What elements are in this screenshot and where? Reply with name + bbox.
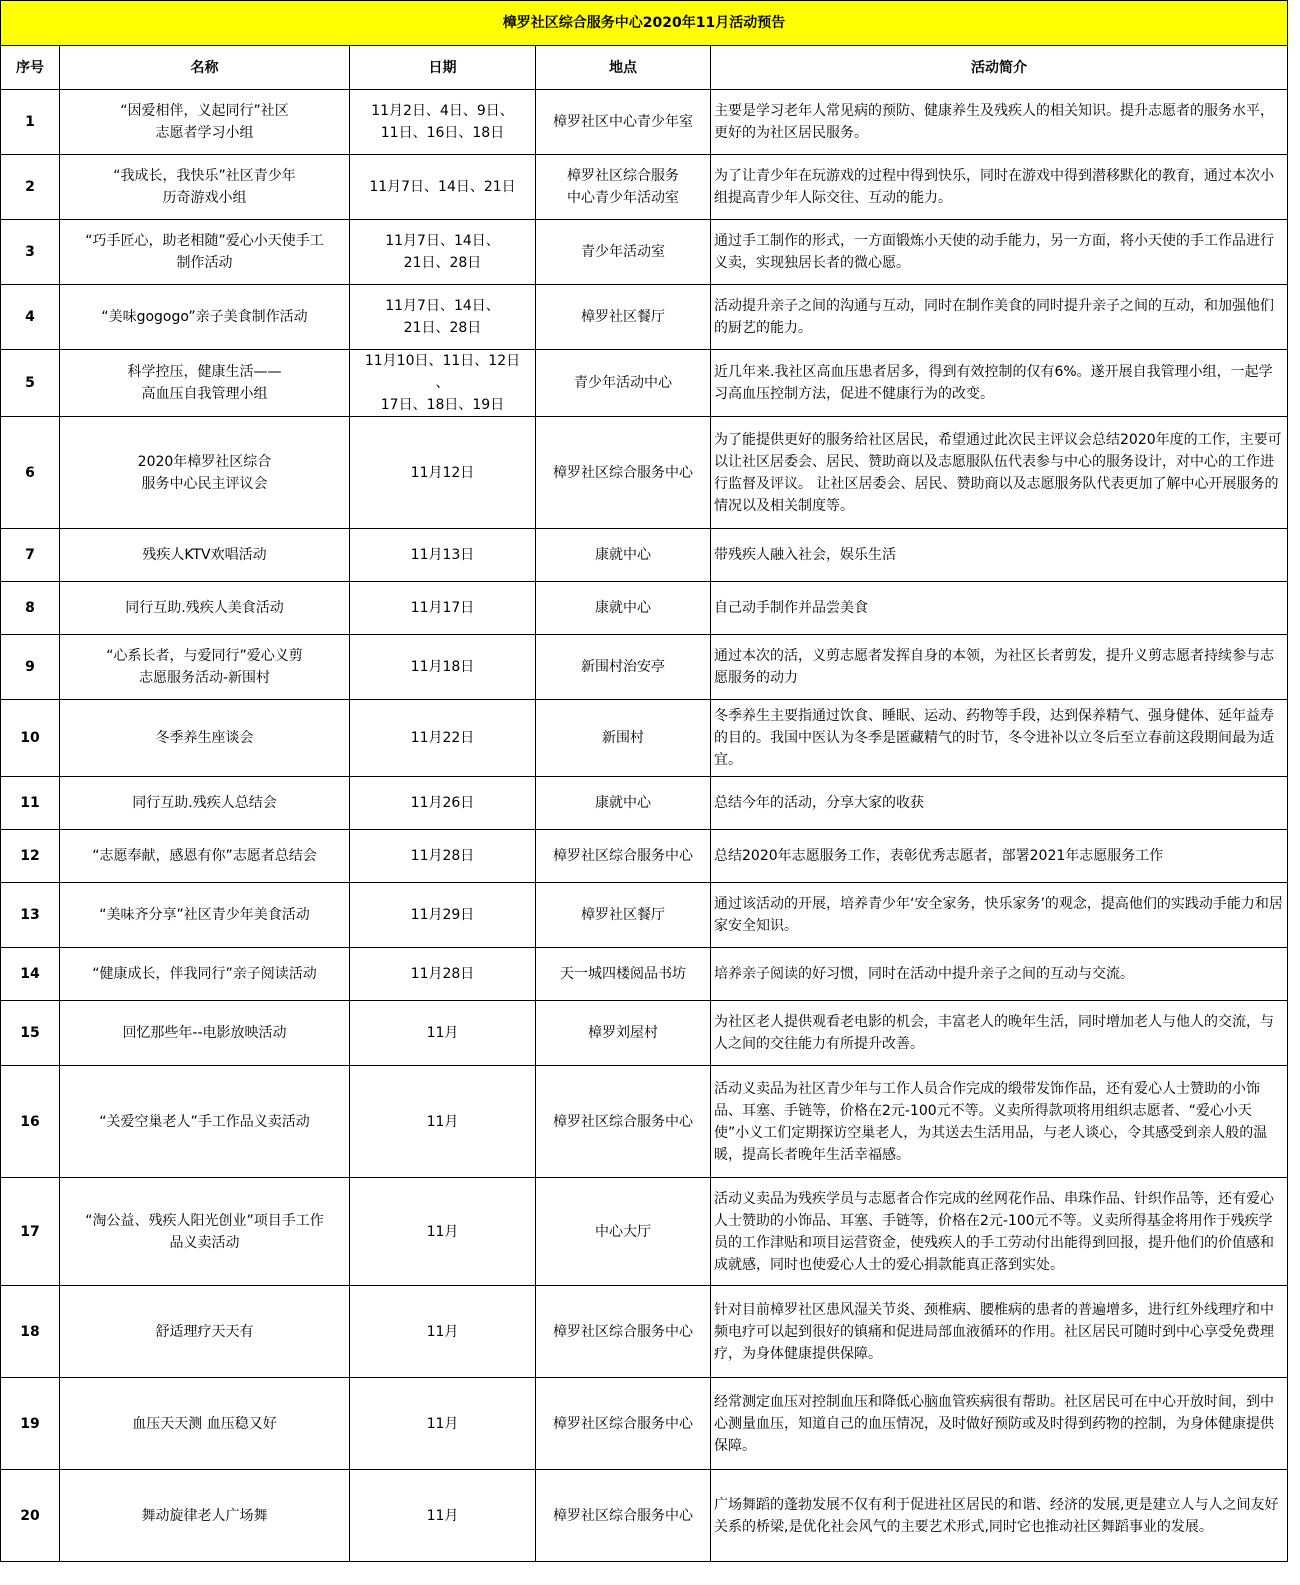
- activity-date: 11月17日: [410, 600, 475, 616]
- activity-name-cell: [60, 350, 350, 417]
- table-row: [1, 1178, 1288, 1286]
- activity-location-cell: [536, 155, 711, 220]
- activity-name: 科学控压，健康生活—— 高血压自我管理小组: [127, 364, 282, 402]
- table-row: [1, 777, 1288, 830]
- activity-name: “美味齐分享”社区青少年美食活动: [99, 907, 310, 923]
- activity-location-cell: [536, 1470, 711, 1562]
- header-row: [1, 46, 1288, 90]
- activity-description: 冬季养生主要指通过饮食、睡眠、运动、药物等手段，达到保养精气、强身健体、延年益寿的目的。我国中医认为冬季是匿藏精气的时节，冬令进补以立冬后至立春前这段期间最为适宜。: [714, 708, 1274, 768]
- activity-location: 樟罗社区综合服务中心: [553, 464, 693, 481]
- activity-date-cell: [350, 90, 536, 155]
- activity-name: 舒适理疗天天有: [155, 1323, 254, 1340]
- table-row: [1, 582, 1288, 635]
- row-number: 11: [20, 795, 40, 811]
- activity-description-cell: [711, 220, 1288, 285]
- table-row: [1, 1470, 1288, 1562]
- activity-location-cell: [536, 220, 711, 285]
- header-name: 名称: [60, 46, 350, 90]
- activity-name-cell: [60, 1378, 350, 1470]
- activity-location: 青少年活动室: [581, 244, 665, 260]
- activity-location-cell: [536, 948, 711, 1001]
- header-location: 地点: [536, 46, 711, 90]
- activity-location-cell: [536, 635, 711, 700]
- activity-location: 樟罗社区综合服务中心: [553, 1415, 693, 1432]
- activity-name-cell: [60, 220, 350, 285]
- row-number: 1: [25, 114, 35, 130]
- activity-description-cell: [711, 529, 1288, 582]
- activity-date: 11月7日、14日、21日: [369, 179, 516, 195]
- activity-name: “美味gogogo”亲子美食制作活动: [101, 309, 308, 325]
- activity-description: 近几年来.我社区高血压患者居多，得到有效控制的仅有6%。遂开展自我管理小组，一起学习高血压控制方法，促进不健康行为的改变。: [714, 364, 1273, 402]
- activity-name: “关爱空巢老人”手工作品义卖活动: [99, 1113, 310, 1130]
- activity-date: 11月18日: [410, 659, 475, 675]
- activity-date-cell: [350, 1178, 536, 1286]
- activity-date-cell: [350, 582, 536, 635]
- activity-name: 同行互助.残疾人总结会: [132, 795, 277, 811]
- activity-name: 舞动旋律老人广场舞: [141, 1507, 268, 1524]
- activity-description-cell: [711, 285, 1288, 350]
- activity-name-cell: [60, 285, 350, 350]
- activity-date-cell: [350, 1470, 536, 1562]
- activity-date: 11月13日: [410, 547, 475, 563]
- activity-date: 11月2日、4日、9日、 11日、16日、18日: [371, 103, 514, 141]
- row-number: 10: [20, 730, 40, 746]
- activity-name-cell: [60, 635, 350, 700]
- row-number: 6: [25, 464, 35, 481]
- activity-name: 残疾人KTV欢唱活动: [142, 547, 267, 563]
- activity-location-cell: [536, 1066, 711, 1178]
- activity-name: 血压天天测 血压稳又好: [132, 1415, 277, 1432]
- activity-name: 冬季养生座谈会: [155, 730, 254, 746]
- row-number-cell: [1, 700, 60, 777]
- table-row: [1, 350, 1288, 417]
- activity-name-cell: [60, 700, 350, 777]
- row-number-cell: [1, 777, 60, 830]
- row-number-cell: [1, 1001, 60, 1066]
- activity-location: 樟罗社区综合服务中心: [553, 1113, 693, 1130]
- activity-name-cell: [60, 830, 350, 883]
- activity-description-cell: [711, 830, 1288, 883]
- table-row: [1, 1286, 1288, 1378]
- table-row: [1, 90, 1288, 155]
- activity-description-cell: [711, 1066, 1288, 1178]
- activity-date-cell: [350, 635, 536, 700]
- activity-date: 11月7日、14日、 21日、28日: [385, 298, 500, 336]
- row-number-cell: [1, 1178, 60, 1286]
- activity-description-cell: [711, 777, 1288, 830]
- activity-name-cell: [60, 417, 350, 529]
- row-number-cell: [1, 90, 60, 155]
- activity-location-cell: [536, 883, 711, 948]
- activity-description-cell: [711, 155, 1288, 220]
- row-number-cell: [1, 582, 60, 635]
- header-date: 日期: [350, 46, 536, 90]
- activity-name: 同行互助.残疾人美食活动: [125, 600, 284, 616]
- activity-date: 11月: [426, 1507, 459, 1524]
- activity-location-cell: [536, 285, 711, 350]
- activity-description: 活动义卖品为社区青少年与工作人员合作完成的缎带发饰作品，还有爱心人士赞助的小饰品、耳塞、手链等，价格在2元-100元不等。义卖所得款项将用组织志愿者、“爱心小天使”小义工们定期探访空巢老人，为其送去生活用品，与老人谈心，令其感受到亲人般的温暖，提高长者晚年生活幸福感。: [714, 1080, 1268, 1163]
- activity-description-cell: [711, 948, 1288, 1001]
- activity-name-cell: [60, 883, 350, 948]
- row-number-cell: [1, 529, 60, 582]
- row-number: 16: [20, 1113, 40, 1130]
- activity-location: 樟罗刘屋村: [588, 1025, 658, 1041]
- activity-location: 天一城四楼阅品书坊: [560, 966, 686, 982]
- activity-description: 活动义卖品为残疾学员与志愿者合作完成的丝网花作品、串珠作品、针织作品等，还有爱心人士赞助的小饰品、耳塞、手链等，价格在2元-100元不等。义卖所得基金将用作于残疾学员的工作津贴和项目运营资金，使残疾人的手工劳动付出能得到回报，提升他们的价值感和成就感，同时也使爱心人士的爱心捐款能真正落到实处。: [714, 1190, 1274, 1273]
- activity-location: 樟罗社区中心青少年室: [553, 114, 693, 130]
- header-desc: 活动简介: [711, 46, 1288, 90]
- activity-date-cell: [350, 529, 536, 582]
- activity-name: “巧手匠心，助老相随”爱心小天使手工 制作活动: [85, 233, 324, 271]
- table-row: [1, 1001, 1288, 1066]
- table-row: [1, 417, 1288, 529]
- activity-location-cell: [536, 1286, 711, 1378]
- activity-description: 通过手工制作的形式，一方面锻炼小天使的动手能力，另一方面，将小天使的手工作品进行义卖，实现独居长者的微心愿。: [714, 233, 1274, 271]
- table-row: [1, 948, 1288, 1001]
- row-number-cell: [1, 1066, 60, 1178]
- table-row: [1, 700, 1288, 777]
- activity-description-cell: [711, 635, 1288, 700]
- activity-location: 新围村治安亭: [581, 659, 665, 675]
- activity-description: 针对目前樟罗社区患风湿关节炎、颈椎病、腰椎病的患者的普遍增多，进行红外线理疗和中频电疗可以起到很好的镇痛和促进局部血液循环的作用。社区居民可随时到中心享受免费理疗，为身体健康提供保障。: [714, 1301, 1274, 1362]
- activity-location: 中心大厅: [595, 1223, 651, 1240]
- activity-location: 樟罗社区综合服务中心: [553, 1323, 693, 1340]
- activity-description-cell: [711, 1286, 1288, 1378]
- activity-description: 为社区老人提供观看老电影的机会，丰富老人的晚年生活，同时增加老人与他人的交流，与人之间的交往能力有所提升改善。: [714, 1014, 1274, 1052]
- table-row: [1, 830, 1288, 883]
- activity-description: 为了能提供更好的服务给社区居民，希望通过此次民主评议会总结2020年度的工作，主要可以让社区居委会、居民、赞助商以及志愿服队伍代表参与中心的服务设计，对中心的工作进行监督及评议。 让社区居委会、居民、赞助商以及志愿服务队代表更加了解中心开展服务的情况以及相关制度等。: [714, 431, 1282, 514]
- activity-date-cell: [350, 700, 536, 777]
- row-number-cell: [1, 285, 60, 350]
- row-number: 19: [20, 1415, 40, 1432]
- activity-name-cell: [60, 948, 350, 1001]
- activity-date-cell: [350, 220, 536, 285]
- activity-description-cell: [711, 1001, 1288, 1066]
- row-number-cell: [1, 1286, 60, 1378]
- activity-description: 总结今年的活动，分享大家的收获: [714, 795, 924, 811]
- row-number: 14: [20, 966, 40, 982]
- activity-description: 活动提升亲子之间的沟通与互动，同时在制作美食的同时提升亲子之间的互动，和加强他们的厨艺的能力。: [714, 298, 1274, 336]
- activity-date: 11月: [426, 1323, 459, 1340]
- activity-date: 11月28日: [410, 848, 475, 864]
- activity-location-cell: [536, 1378, 711, 1470]
- activity-location: 康就中心: [595, 547, 651, 563]
- activity-date: 11月28日: [410, 966, 475, 982]
- activity-date: 11月26日: [410, 795, 475, 811]
- activity-description-cell: [711, 350, 1288, 417]
- activity-name-cell: [60, 1001, 350, 1066]
- row-number-cell: [1, 830, 60, 883]
- activity-date: 11月: [426, 1415, 459, 1432]
- activity-description: 广场舞蹈的蓬勃发展不仅有利于促进社区居民的和谐、经济的发展,更是建立人与人之间友好关系的桥梁,是优化社会风气的主要艺术形式,同时它也推动社区舞蹈事业的发展。: [714, 1496, 1279, 1535]
- activity-date: 11月12日: [410, 464, 475, 481]
- activity-date-cell: [350, 155, 536, 220]
- activity-location: 樟罗社区餐厅: [581, 907, 665, 923]
- activity-date: 11月7日、14日、 21日、28日: [385, 233, 500, 271]
- row-number-cell: [1, 155, 60, 220]
- activity-name-cell: [60, 529, 350, 582]
- row-number-cell: [1, 948, 60, 1001]
- activity-date: 11月: [426, 1025, 459, 1041]
- activity-location: 樟罗社区综合服务中心: [553, 1507, 693, 1524]
- row-number-cell: [1, 350, 60, 417]
- activity-date: 11月10日、11日、12日 、 17日、18日、19日: [364, 353, 521, 413]
- activity-date-cell: [350, 417, 536, 529]
- activity-date-cell: [350, 777, 536, 830]
- activity-name-cell: [60, 90, 350, 155]
- activity-date-cell: [350, 1001, 536, 1066]
- activity-name: “因爱相伴，义起同行”社区 志愿者学习小组: [120, 103, 289, 141]
- activity-description: 主要是学习老年人常见病的预防、健康养生及残疾人的相关知识。提升志愿者的服务水平，更好的为社区居民服务。: [714, 103, 1274, 141]
- activity-date-cell: [350, 1286, 536, 1378]
- activity-name-cell: [60, 582, 350, 635]
- activity-description-cell: [711, 883, 1288, 948]
- row-number-cell: [1, 1378, 60, 1470]
- activity-location: 新围村: [602, 730, 644, 746]
- activity-location-cell: [536, 777, 711, 830]
- activity-date: 11月: [426, 1223, 459, 1240]
- row-number: 5: [25, 375, 35, 391]
- table-row: [1, 1378, 1288, 1470]
- activity-name-cell: [60, 777, 350, 830]
- row-number: 7: [25, 547, 35, 563]
- table-row: [1, 1066, 1288, 1178]
- sheet-title: 樟罗社区综合服务中心2020年11月活动预告: [1, 1, 1288, 46]
- activity-name: “我成长，我快乐”社区青少年 历奇游戏小组: [113, 168, 296, 206]
- activity-location: 樟罗社区综合服务 中心青少年活动室: [567, 168, 679, 206]
- activity-description: 培养亲子阅读的好习惯，同时在活动中提升亲子之间的互动与交流。: [714, 966, 1134, 982]
- activity-location: 青少年活动中心: [574, 375, 672, 391]
- activity-name: 回忆那些年--电影放映活动: [122, 1025, 287, 1041]
- activity-location-cell: [536, 582, 711, 635]
- activity-location: 樟罗社区综合服务中心: [553, 848, 693, 864]
- row-number-cell: [1, 1470, 60, 1562]
- activity-description: 为了让青少年在玩游戏的过程中得到快乐，同时在游戏中得到潜移默化的教育，通过本次小组提高青少年人际交往、互动的能力。: [714, 168, 1274, 206]
- activity-description: 经常测定血压对控制血压和降低心脑血管疾病很有帮助。社区居民可在中心开放时间，到中心测量血压，知道自己的血压情况，及时做好预防或及时得到药物的控制，为身体健康提供保障。: [714, 1393, 1274, 1454]
- activity-date: 11月: [426, 1113, 459, 1130]
- row-number: 18: [20, 1323, 40, 1340]
- activity-description-cell: [711, 1378, 1288, 1470]
- table-row: [1, 155, 1288, 220]
- row-number: 2: [25, 179, 35, 195]
- activity-location-cell: [536, 700, 711, 777]
- activity-name-cell: [60, 1286, 350, 1378]
- activity-name: “心系长者，与爱同行”爱心义剪 志愿服务活动-新围村: [106, 648, 303, 686]
- activity-description-cell: [711, 417, 1288, 529]
- row-number: 4: [25, 309, 35, 325]
- activity-description: 总结2020年志愿服务工作，表彰优秀志愿者，部署2021年志愿服务工作: [714, 848, 1164, 864]
- header-no: 序号: [1, 46, 60, 90]
- table-row: [1, 285, 1288, 350]
- activity-description: 自己动手制作并品尝美食: [714, 600, 868, 616]
- activity-name-cell: [60, 1470, 350, 1562]
- activity-location: 康就中心: [595, 795, 651, 811]
- activity-date-cell: [350, 350, 536, 417]
- row-number: 12: [20, 848, 40, 864]
- row-number: 15: [20, 1025, 40, 1041]
- activity-description-cell: [711, 90, 1288, 155]
- activity-date-cell: [350, 285, 536, 350]
- activity-location-cell: [536, 529, 711, 582]
- activity-date-cell: [350, 883, 536, 948]
- row-number: 20: [20, 1507, 40, 1524]
- row-number-cell: [1, 883, 60, 948]
- activity-date: 11月22日: [410, 730, 475, 746]
- row-number: 8: [25, 600, 35, 616]
- activity-location-cell: [536, 90, 711, 155]
- activity-location-cell: [536, 830, 711, 883]
- activity-description-cell: [711, 700, 1288, 777]
- activity-description-cell: [711, 1178, 1288, 1286]
- activity-date: 11月29日: [410, 907, 475, 923]
- activity-description-cell: [711, 1470, 1288, 1562]
- activity-description: 通过该活动的开展，培养青少年‘安全家务，快乐家务’的观念，提高他们的实践动手能力和居家安全知识。: [714, 896, 1283, 934]
- activity-location-cell: [536, 417, 711, 529]
- row-number: 9: [25, 659, 35, 675]
- table-row: [1, 883, 1288, 948]
- activity-name-cell: [60, 1066, 350, 1178]
- activity-name: “志愿奉献，感恩有你”志愿者总结会: [92, 848, 317, 864]
- activity-location-cell: [536, 1001, 711, 1066]
- activity-location: 樟罗社区餐厅: [581, 309, 665, 325]
- row-number-cell: [1, 635, 60, 700]
- table-row: [1, 635, 1288, 700]
- activity-date-cell: [350, 948, 536, 1001]
- activity-description: 通过本次的活，义剪志愿者发挥自身的本领，为社区长者剪发，提升义剪志愿者持续参与志愿服务的动力: [714, 648, 1274, 686]
- activity-location: 康就中心: [595, 600, 651, 616]
- activity-location-cell: [536, 1178, 711, 1286]
- row-number-cell: [1, 220, 60, 285]
- row-number-cell: [1, 417, 60, 529]
- activity-name-cell: [60, 1178, 350, 1286]
- row-number: 13: [20, 907, 40, 923]
- activity-name: 2020年樟罗社区综合 服务中心民主评议会: [137, 453, 272, 492]
- table-row: [1, 220, 1288, 285]
- table-row: [1, 529, 1288, 582]
- activity-description: 带残疾人融入社会，娱乐生活: [714, 547, 896, 563]
- row-number: 17: [20, 1223, 40, 1240]
- activity-name: “健康成长，伴我同行”亲子阅读活动: [92, 966, 317, 982]
- activity-date-cell: [350, 1066, 536, 1178]
- row-number: 3: [25, 244, 35, 260]
- activity-description-cell: [711, 582, 1288, 635]
- activity-location-cell: [536, 350, 711, 417]
- activity-name: “淘公益、残疾人阳光创业”项目手工作 品义卖活动: [85, 1212, 324, 1251]
- activity-date-cell: [350, 830, 536, 883]
- activity-name-cell: [60, 155, 350, 220]
- activity-date-cell: [350, 1378, 536, 1470]
